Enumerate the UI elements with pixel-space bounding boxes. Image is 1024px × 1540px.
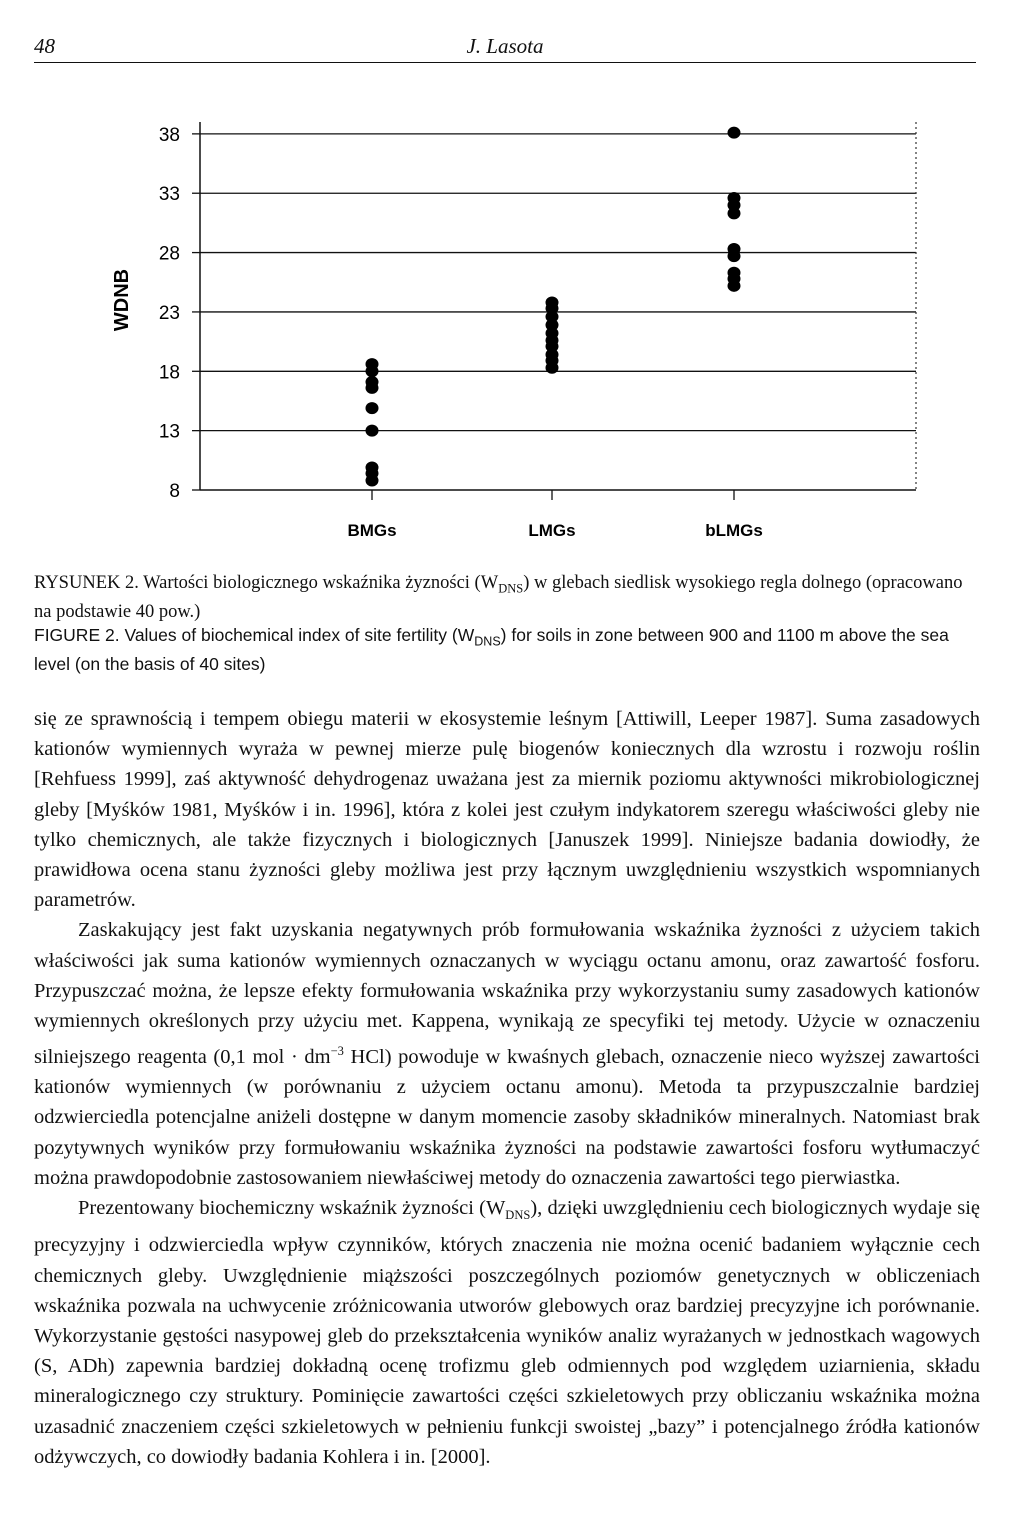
x-tick-label: BMGs — [347, 521, 397, 540]
caption-pl-text-end: ) w glebach siedlisk wysokiego regla dolnego (opracowano na podstawie 40 pow.) — [34, 573, 963, 622]
y-tick-label: 23 — [158, 302, 180, 324]
paragraph-2-sup: −3 — [330, 1044, 344, 1059]
running-header — [34, 34, 976, 63]
caption-polish — [34, 572, 980, 624]
paragraph-2-text: Zaskakujący jest fakt uzyskania negatywnych prób formułowania wskaźnika żyzności z użyciem takich właściwości jak suma kationów wymiennych oznaczanych w wyciągu octanu amonu, oraz zawartość fosforu. Przypuszczać można, że lepsze efekty formułowania wskaźnika przy wykorzystaniu sumy zasadowych kationów wymiennych określonych przy użyciu met. Kappena, wynikają ze specyfiki tej metody. Użycie w oznaczeniu silniejszego reagenta (0,1 mol · dm — [34, 919, 980, 1069]
x-tick-label: LMGs — [528, 521, 576, 540]
paragraph-2 — [34, 915, 980, 1193]
data-point — [366, 376, 379, 388]
paragraph-1: się ze sprawnością i tempem obiegu materii w ekosystemie leśnym [Attiwill, Leeper 1987]. Suma zasadowych kationów wymiennych wyraża w pewnej mierze pulę biogenów koniecznych dla wzrostu i rozwoju roślin [Rehfuess 1999], zaś aktywność dehydrogenaz uważana jest za miernik poziomu aktywności mikrobiologicznej gleby [Myśków 1981, Myśków i in. 1996], która z kolei jest czułym indykatorem szeregu właściwości gleby nie tylko chemicznych, ale także fizycznych i biologicznych [Januszek 1999]. Niniejsze badania dowiodły, że prawidłowa ocena stanu żyzności gleby możliwa jest przy łącznym uwzględnieniu wszystkich wspomnianych parametrów. — [34, 708, 980, 912]
data-point — [728, 267, 741, 279]
paragraph-2-text-end: HCl) powoduje w kwaśnych glebach, oznaczenie nieco wyższej zawartości kationów wymiennych (w porównaniu z użyciem octanu amonu). Metoda ta przypuszczalnie bardziej odzwierciedla potencjalne aniżeli dostępne w danym momencie zasoby składników mineralnych. Natomiast brak pozytywnych wyników przy formułowaniu wskaźnika żyzności na podstawie zawartości fosforu wytłumaczyć można prawdopodobnie zastosowaniem niewłaściwej metody do oznaczenia zawartości tego pierwiastka. — [34, 1046, 980, 1189]
data-point — [728, 192, 741, 204]
caption-english — [34, 624, 980, 677]
x-tick-labels — [347, 521, 762, 540]
caption-pl-label: RYSUNEK 2. — [34, 573, 139, 593]
y-tick-label: 13 — [158, 421, 180, 443]
page-number: 48 — [34, 34, 55, 58]
y-axis-label: WDNB — [111, 268, 133, 332]
y-tick-label: 28 — [158, 243, 180, 265]
x-tick-label: bLMGs — [705, 521, 763, 540]
caption-en-text: Values of biochemical index of site fertility (W — [119, 624, 475, 645]
paragraph-3-sub: DNS — [505, 1208, 531, 1223]
fertility-index-chart — [0, 100, 1024, 560]
data-point — [366, 461, 379, 473]
data-point — [366, 425, 379, 437]
y-tick-label: 38 — [158, 124, 180, 146]
body-text — [34, 704, 980, 1472]
caption-en-sub: DNS — [474, 634, 501, 649]
y-tick-label: 33 — [158, 184, 180, 206]
y-tick-label: 18 — [158, 362, 180, 384]
y-tick-label: 8 — [169, 481, 180, 502]
caption-en-text-end: ) for soils in zone between 900 and 1100 m above the sea level (on the basis of 40 sites) — [34, 624, 949, 675]
running-author: J. Lasota — [466, 34, 544, 58]
data-point — [366, 402, 379, 414]
caption-en-label: FIGURE 2. — [34, 624, 120, 645]
paragraph-3 — [34, 1193, 980, 1472]
data-point — [728, 243, 741, 255]
data-point — [366, 358, 379, 370]
data-points — [366, 127, 741, 487]
caption-pl-sub: DNS — [498, 581, 524, 596]
caption-pl-text: Wartości biologicznego wskaźnika żyzności (W — [138, 573, 499, 593]
paragraph-3-text: Prezentowany biochemiczny wskaźnik żyzności (W — [78, 1197, 506, 1220]
data-point — [728, 127, 741, 139]
data-point — [546, 296, 559, 308]
figure-caption — [34, 572, 980, 676]
y-tick-labels — [159, 125, 180, 502]
paragraph-3-text-end: ), dzięki uwzględnieniu cech biologicznych wydaje się precyzyjny i odzwierciedla wpływ czynników, których znaczenia nie można ocenić badaniem wyłącznie cech chemicznych gleby. Uwzględnienie miąższości poszczególnych poziomów genetycznych w obliczeniach wskaźnika pozwala na uchwycenie zróżnicowania utworów glebowych oraz bardziej precyzyjne ich porównanie. Wykorzystanie gęstości nasypowej gleb do przekształcenia wyników analiz wyrażanych w jednostkach wagowych (S, ADh) zapewnia bardziej dokładną ocenę trofizmu gleb odmiennych pod względem uziarnienia, składu mineralogicznego czy struktury. Pominięcie zawartości części szkieletowych przy obliczaniu wskaźnika można uzasadnić znaczeniem części szkieletowych w pełnieniu funkcji swoistej „bazy” i potencjalnego źródła kationów odżywczych, co dowiodły badania Kohlera i in. [2000]. — [34, 1197, 980, 1468]
